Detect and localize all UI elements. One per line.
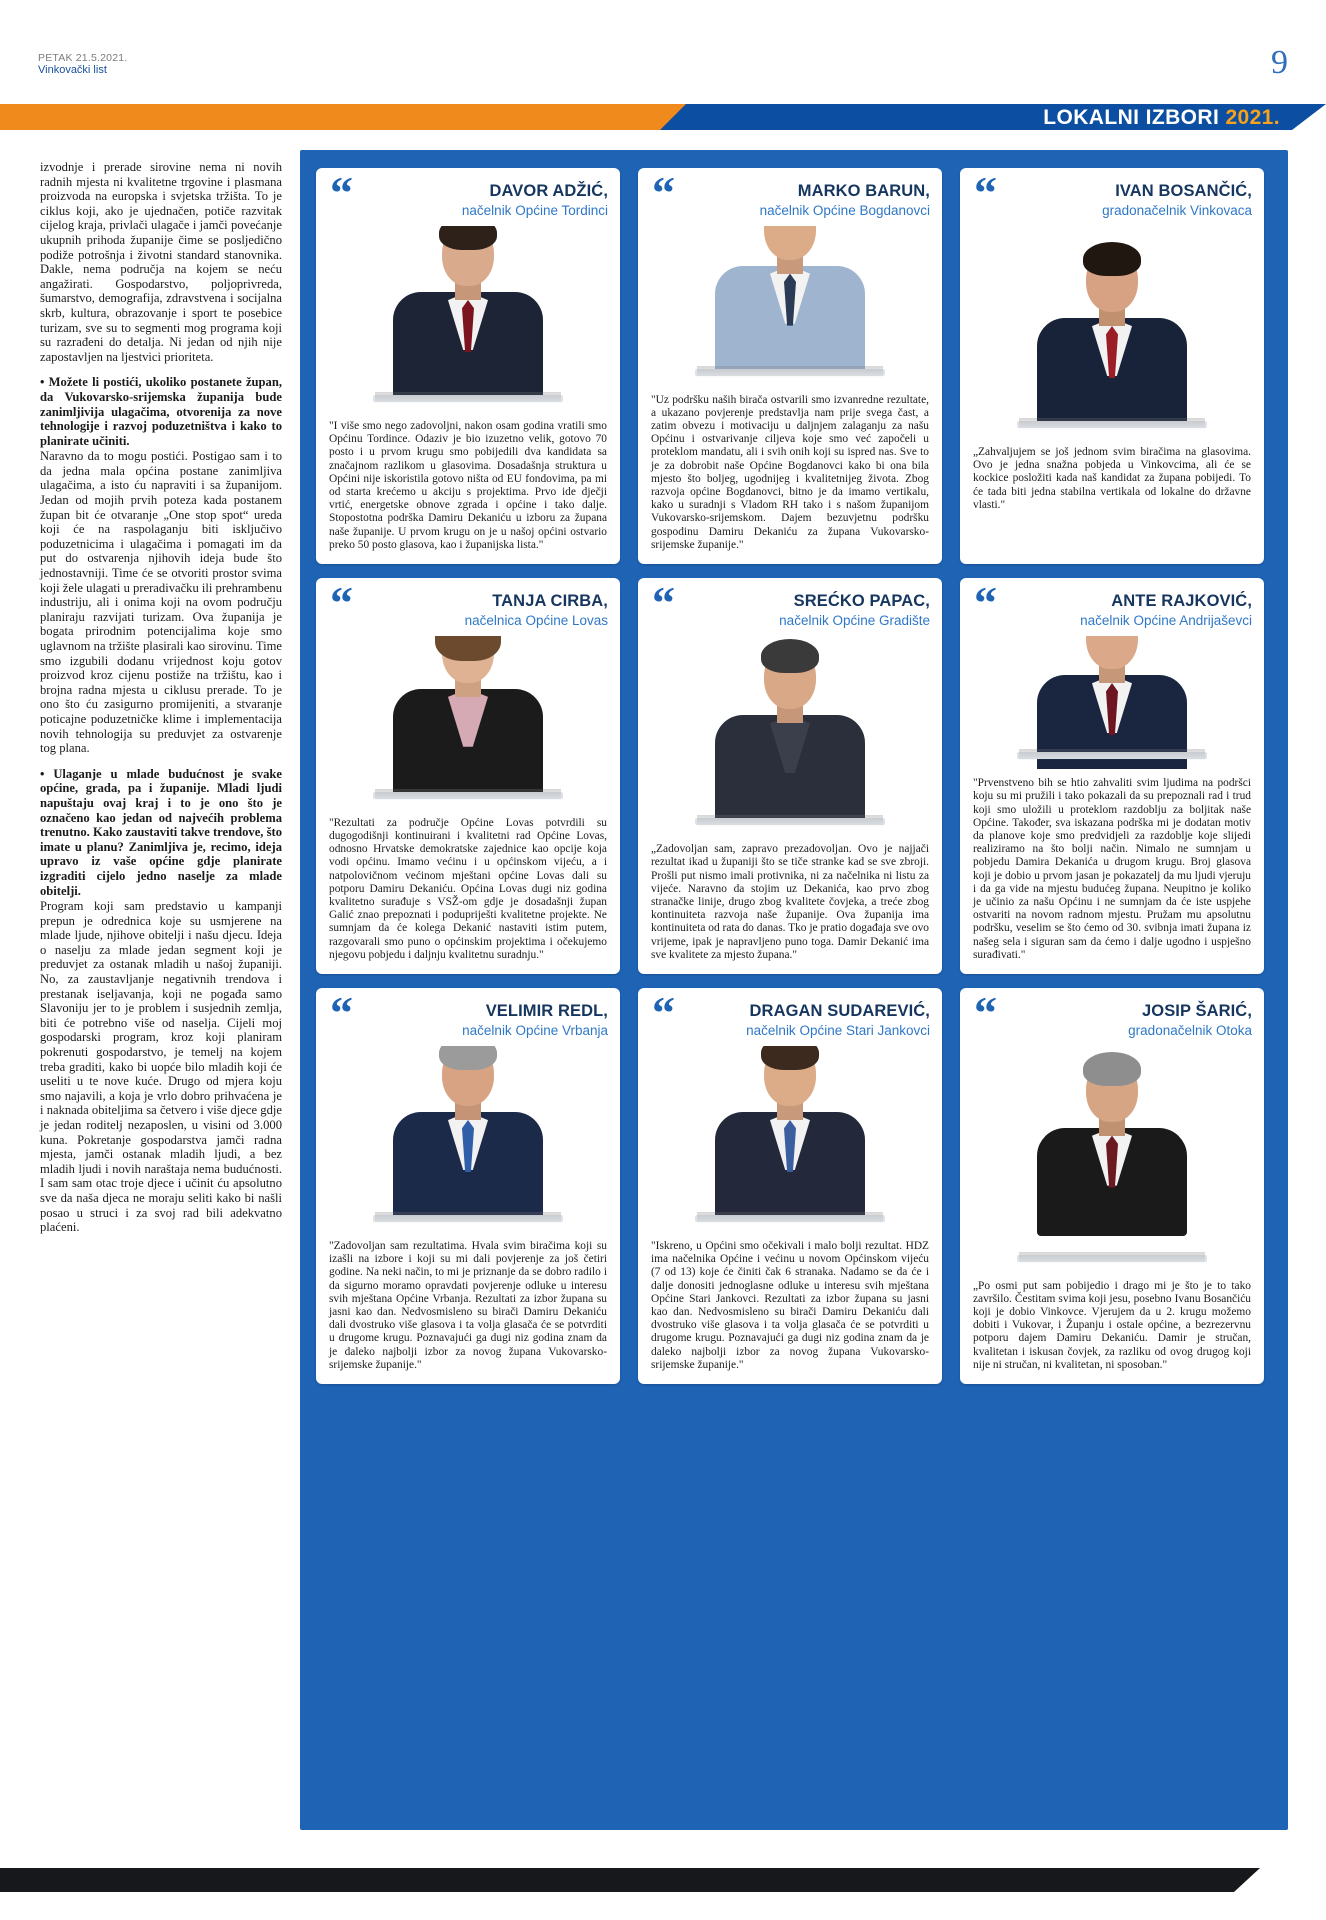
statement-text: "Uz podršku naših birača ostvarili smo izvanredne rezultate, a ukazano povjerenje predstavlja nam prije svega čast, a zatim obvezu i motivaciju u daljnjem zalaganju za našu Općinu i ostvarivanje ciljeva koje smo već započeli u proteklom mandatu, ali i svih onih koji su ispred nas. Sve to je za dobrobit naše Općine Bogdanovci kako bi ona bila mjesto što boljeg, ugodnijeg i kvalitetnijeg života. Zbog razvoja općine Bogdanovci, bitno je da imamo vertikalu, kako u suradnji s Vladom RH tako i s našom županijom Vukovarsko-srijemskom. Dajem bezuvjetnu podršku gospodinu Damiru Dekaniću za župana Vukovarsko-srijemske županije." [651,393,929,551]
portrait-photo [644,226,936,386]
person-name: VELIMIR REDL, [485,1002,608,1020]
person-name: ANTE RAJKOVIĆ, [1111,592,1252,610]
article-answer: Naravno da to mogu postići. Postigao sam i to da jedna mala općina postane zanimljiva ulagačima, a isto ću napraviti i sa županijom. Jedan od mojih prvih poteza kada postanem župan bit će otvaranje „One stop spot“ ureda koji će na raspolaganju biti isključivo poduzetnicima i ulagačima i pomagati im da put do ostvarenja njihovih ideja bude što jednostavniji. Time će se otvoriti prostor svima koji žele ulagati u preradivačku ili prehrambenu industriju, ali i onima koji na ovom području planiraju razvijati turizam. Ova županija je bogata prirodnim potencijalima koje smo uglavnom na tržište plasirali kao sirovinu. Time smo izgubili dodanu vrijednost koju gotov proizvod kroz cijenu postiže na tržištu, kao i brojna radna mjesta u ciklusu prerade. To je ono što ću zasigurno promijeniti, a stvaranje poticajne poduzetničke klime i implementacija novih tehnologija su preduvjet za ostvarenje tog plana. [40,449,282,756]
quote-icon: “ [974,988,997,1038]
person-role: gradonačelnik Vinkovaca [1102,203,1252,218]
article-paragraph: izvodnje i prerade sirovine nema ni novih radnih mjesta ni kvalitetne trgovine i plasmana proizvoda na europska i svjetska tržišta. To je ciklus koji, ako je ujednačen, potiče razvitak cijelog kraja, privlači ulagače i jamči povećanje ukupnih prihoda županije čime se posljedično podiže potrošnja i životni standard stanovnika. Dakle, nema područja na kojem se neću angažirati. Gospodarstvo, poljoprivreda, šumarstvo, demografija, zdravstvena i socijalna skrb, kultura, obrazovanje i sport te posebice turizam, sve su to segmenti mog programa koji su razrađeni do detalja. Ni jedan od njih nije zapostavljen na ljestvici prioriteta. [40,160,282,364]
statement-card [316,988,620,1384]
portrait-photo [644,636,936,835]
portrait-photo [966,226,1258,438]
article-question: • Možete li postići, ukoliko postanete župan, da Vukovarsko-srijemska županija bude zanimljivija ulagačima, otvorenija za nove tehnologije i razvoj poduzetništva i kako to planirate učiniti. [40,375,282,448]
portrait-photo [966,1046,1258,1272]
person-name: MARKO BARUN, [797,182,930,200]
portrait-photo [644,1046,936,1232]
statement-text: „Po osmi put sam pobijedio i drago mi je što je to tako završilo. Čestitam svima koji jesu, posebno Ivanu Bosančiću koji je dobio Vinkovce. Vjerujem da u 2. krugu možemo dobiti i Vukovar, i Županju i ostale općine, a bezrezervnu potporu dajem Damiru Dekaniću. Damir je stručan, kvalitetan i iskusan čovjek, za razliku od ovog drugog koji nije ni stručan, ni kvalitetan, ni sposoban." [973,1279,1251,1371]
statement-card [316,168,620,564]
card-header [316,988,620,1046]
statement-card-grid [316,168,1272,1816]
statement-card [638,578,942,974]
person-role: načelnik Općine Stari Jankovci [746,1023,930,1038]
statement-text: "Iskreno, u Općini smo očekivali i malo bolji rezultat. HDZ ima načelnika Općine i većinu u novom Općinskom vijeću (7 od 13) koje će činiti čak 6 stranaka. Nadamo se da će i dalje donositi jednoglasne odluke u interesu svih mještana Općine Stari Jankovci. Rezultati za izbor župana su jasni kao dan. Nedvosmisleno su birači Damiru Dekaniću dali dvostruko više glasova i ta volja glasača će se potvrditi u drugome krugu. Poznavajući ga dugi niz godina znam da je daleko najbolji izbor za novog župana Vukovarsko-srijemske županije." [651,1239,929,1371]
banner-year: 2021. [1225,106,1280,129]
quote-icon: “ [330,578,353,628]
card-header [638,168,942,226]
person-role: načelnik Općine Tordinci [461,203,608,218]
person-name: SREĆKO PAPAC, [793,592,930,610]
statement-text: "Prvenstveno bih se htio zahvaliti svim ljudima na podršci koju su mi pružili i tako pokazali da su prepoznali rad i trud koji smo uložili u proteklom razdoblju za boljitak naše Općine. Također, sva iskazana podrška mi je dodatan motiv da planove koje smo predvidjeli za razdoblje koje slijedi realiziramo na što bolji način. Nimalo ne sumnjam u pobjedu Damira Dekanića u drugom krugu. Broj glasova koji je dobio u prvom jasan je pokazatelj da mu ljudi vjeruju i da ga vide na mjestu budućeg župana. Neupitno je koliko je učinio za našu Općinu i ne sumnjam da će iste uspjehe ostvariti na novom radnom mjestu. Pružam mu apsolutnu podršku, veselim se što ćemo od 30. svibnja imati župana iz našeg sela i siguran sam da ćemo i dalje ugodno i uspješno surađivati." [973,777,1251,961]
person-role: načelnik Općine Bogdanovci [759,203,930,218]
person-name: JOSIP ŠARIĆ, [1141,1002,1252,1020]
statement-card [960,988,1264,1384]
card-header [960,168,1264,226]
card-header [960,988,1264,1046]
person-role: načelnik Općine Gradište [779,613,930,628]
quote-icon: “ [974,578,997,628]
person-name: DRAGAN SUDAREVIĆ, [749,1002,930,1020]
banner-orange-bar [0,104,700,130]
statement-text: „Zadovoljan sam, zapravo prezadovoljan. Ovo je najjači rezultat ikad u županiji što se tiče stranke kad se sve zbroji. Prošli put nismo imali protivnika, ni za načelnika ni listu za vijeće. Naravno da stojim uz Dekanića, kao prvo zbog stranačke linije, drugo zbog kvalitete čovjeka, a treće zbog kontinuiteta razvoja naše županije. Ova županija ima kontinuiteta od rata do danas. Tko je pratio događaja sve ovo vrijeme, ipak je napravljeno puno toga. Damir Dekanić ima sve kvalitete za mjesto župana." [651,843,929,961]
portrait-photo [966,636,1258,769]
banner-title-text: LOKALNI IZBORI [1043,106,1220,129]
card-header [638,988,942,1046]
statement-text: „Zahvaljujem se još jednom svim biračima na glasovima. Ovo je jedna snažna pobjeda u Vinkovcima, ali će se kockice posložiti kada naš kandidat za župana pobijedi. To će tada biti jedna stabilna vertikala od lokalne do državne vlasti." [973,446,1251,511]
statement-card [638,168,942,564]
quote-icon: “ [330,168,353,218]
quote-icon: “ [652,578,675,628]
article-answer: Program koji sam predstavio u kampanji prepun je odrednica koje su usmjerene na mlade ljude, njihove obitelji i našu djecu. Ideja o naselju za mlade jedan segment koji je preduvjet za ostanak mladih u našoj županiji. No, za zaustavljanje negativnih trendova i prestanak iseljavanja, koji ne pogađa samo Slavoniju jer to je problem i susjednih zemlja, biti će potrebno više od naselja. Cijeli moj gospodarski program, kroz koji planiram pokrenuti gospodarstvo, je temelj na kojem treba graditi, kako bi uopće bilo mladih koji će useliti u te nove kuće. Drugo od mjera koju smo najavili, a koja je vrlo dobro prihvaćena je i naknada obiteljima sa četvero i više djece gdje je jedan roditelj nezaposlen, u visini od 3.000 kuna. Pokretanje gospodarstva jamči radna mjesta, jamči ostanak mladih ljudi, a bez mladih ljudi i novih naraštaja nema budućnosti. I sam sam otac troje djece i učinit ću apsolutno sve da naša djeca ne moraju seliti kako bi našli posao u struci i za svoj rad bili adekvatno plaćeni. [40,899,282,1235]
person-name: IVAN BOSANČIĆ, [1115,182,1252,200]
page-header [38,44,1288,92]
statement-card [960,578,1264,974]
card-header [316,168,620,226]
publication-name: Vinkovački list [38,64,107,76]
quote-icon: “ [652,988,675,1038]
card-header [960,578,1264,636]
statement-text: "Rezultati za područje Općine Lovas potvrdili su dugogodišnji kontinuirani i kvalitetni rad Općine Lovas, odnosno Hrvatske demokratske zajednice kao opcije koja vodi općinu. Imamo većinu i u općinskom vijeću, a i natpolovičnom većinom mještani općine Lovas dali su potporu Damiru Dekaniću. Općina Lovas dugi niz godina kvalitetno surađuje s VSŽ-om gdje je dosadašnji župan Galić znao prepoznati i podupriješti kvalitetne projekte. Ne sumnjam da će kolega Dekanić nastaviti istim putem, razgovarali smo puno o općinskim projektima i očekujemo njegovu pobjedu i daljnju kvalitetnu suradnju." [329,816,607,961]
footer-bar [0,1868,1326,1892]
person-name: TANJA CIRBA, [492,592,608,610]
portrait-photo [322,1046,614,1232]
statement-card [638,988,942,1384]
person-role: načelnik Općine Vrbanja [462,1023,608,1038]
article-question: • Ulaganje u mlade budućnost je svake općine, grada, pa i županije. Mladi ljudi napuštaju ovaj kraj i to je ono što je označeno kao jedan od najvećih problema trenutno. Kako zaustaviti takve trendove, što imate u planu? Zanimljiva je, recimo, ideja upravo iz vaše općine gdje planirate izgraditi cijelo jedno naselje za mlade obitelji. [40,766,282,898]
quote-icon: “ [652,168,675,218]
section-banner [0,104,1326,130]
statement-text: "I više smo nego zadovoljni, nakon osam godina vratili smo Općinu Tordince. Odaziv je bio izuzetno velik, gotovo 70 posto i u prvom krugu smo pobijedili dva kandidata sa značajnom razlikom u glasovima. Dosadašnja struktura u Općini nije iskoristila gotovo ništa od EU fondovima, pa mi od starta krećemo u akciju s projektima. Prvo ide dječji vrtić, energetske obnove zgrada i općine i tako dalje. Stopostotna podrška Damiru Dekaniću u izboru za župana naše županije. U prvom krugu on je u našoj općini ostvario preko 50 posto glasova, kao i županijska lista." [329,419,607,551]
article-column [40,160,282,1830]
statement-text: "Zadovoljan sam rezultatima. Hvala svim biračima koji su izašli na izbore i koji su mi dali povjerenje za još četiri godine. Na neki način, to mi je priznanje da se dobro radilo i da sigurno moramo opravdati povjerenje odluke u interesu svih mještana Općine Vrbanja. Rezultati za izbor župana su jasni kao dan. Nedvosmisleno su birači Damiru Dekaniću dali dvostruko više glasova i ta volja glasača će se potvrditi u drugome krugu. Poznavajući ga dugi niz godina znam da je daleko najbolji izbor za novog župana Vukovarsko-srijemske županije." [329,1239,607,1371]
person-name: DAVOR ADŽIĆ, [489,182,608,200]
statement-card [960,168,1264,564]
person-role: načelnica Općine Lovas [464,613,608,628]
card-header [316,578,620,636]
person-role: gradonačelnik Otoka [1128,1023,1252,1038]
portrait-photo [322,226,614,412]
quote-icon: “ [330,988,353,1038]
footer-dark-bar [0,1868,1260,1892]
issue-date: PETAK 21.5.2021. [38,52,128,64]
card-header [638,578,942,636]
quote-icon: “ [974,168,997,218]
banner-title [1043,106,1280,130]
person-role: načelnik Općine Andrijaševci [1080,613,1252,628]
statement-card [316,578,620,974]
page-number: 9 [1271,44,1288,81]
portrait-photo [322,636,614,809]
